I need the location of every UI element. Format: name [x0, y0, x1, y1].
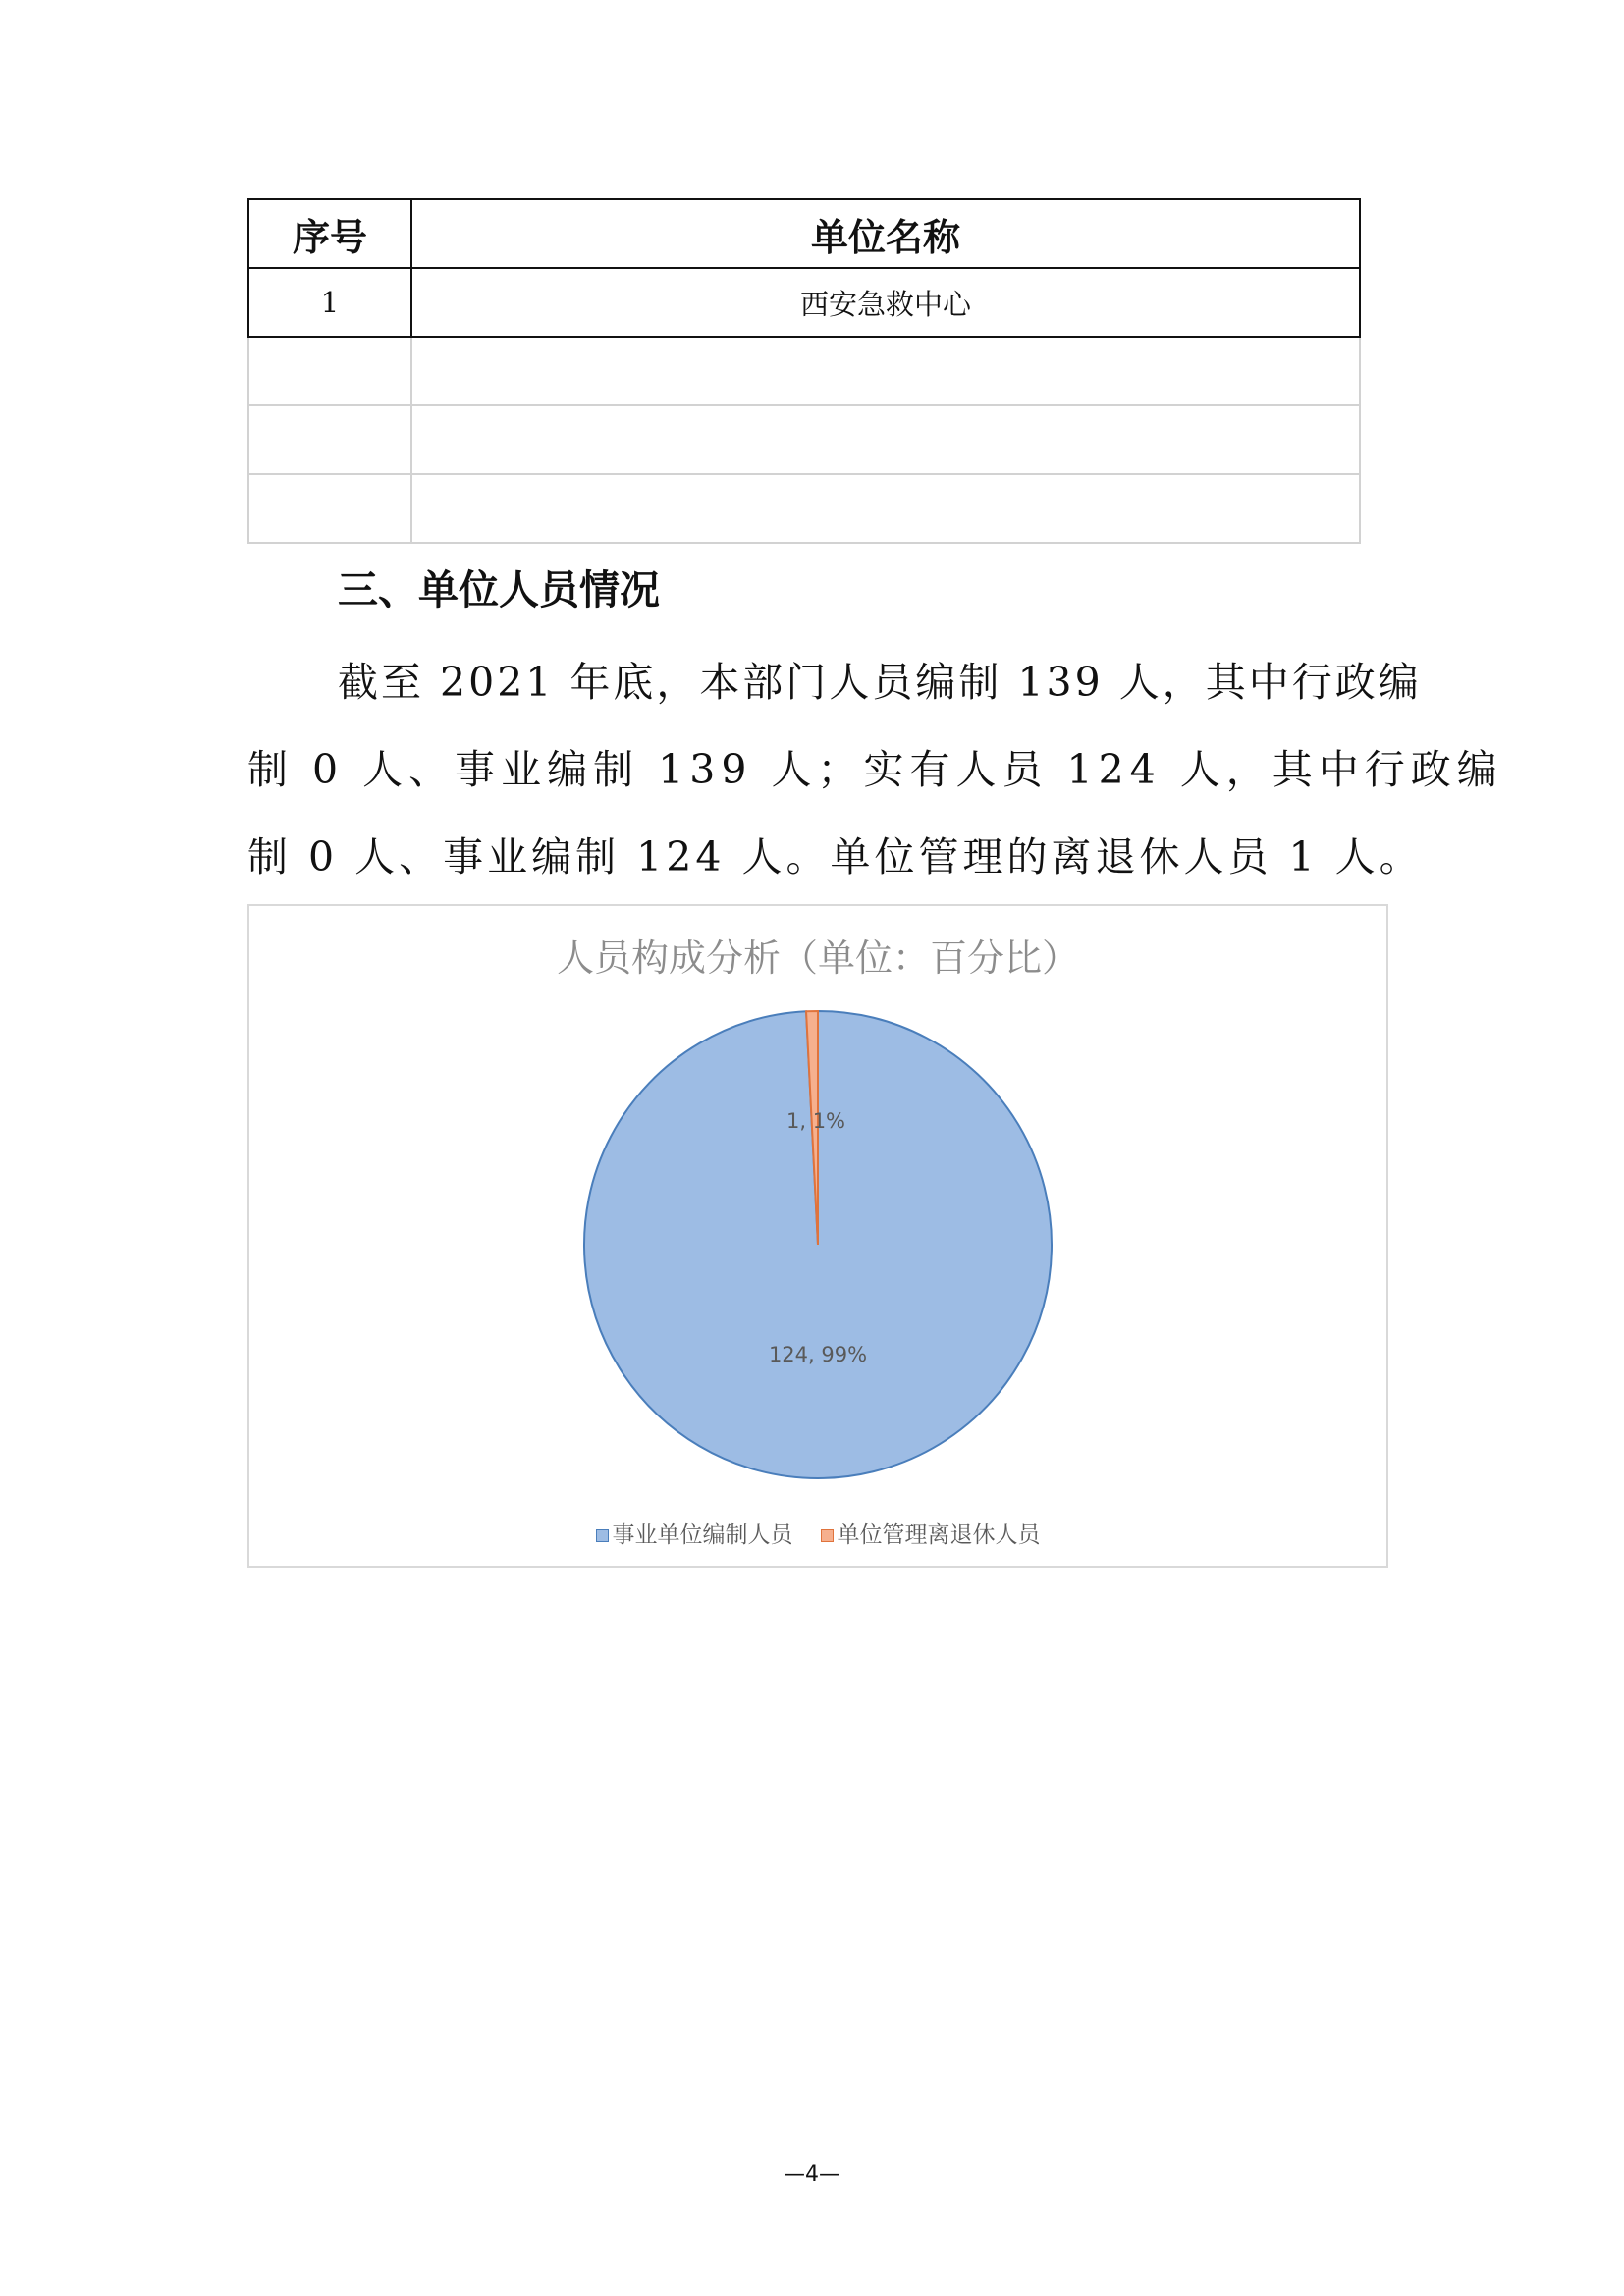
table-cell-empty: [248, 405, 411, 474]
pie-data-label: 124, 99%: [768, 1343, 868, 1366]
row-index: 1: [248, 268, 411, 337]
unit-table: [247, 198, 1361, 544]
pie-plot-area: [249, 906, 1386, 1566]
legend-swatch: [596, 1529, 609, 1542]
table-cell-empty: [411, 474, 1360, 543]
legend-label: 单位管理离退休人员: [837, 1522, 1041, 1548]
table-cell-empty: [411, 337, 1360, 405]
table-cell-empty: [248, 474, 411, 543]
legend-swatch: [821, 1529, 834, 1542]
table-row-empty: [248, 474, 1360, 543]
header-name: 单位名称: [411, 199, 1360, 268]
section-title: 三、单位人员情况: [338, 566, 660, 614]
page-number: —4—: [784, 2163, 840, 2187]
table-row-empty: [248, 405, 1360, 474]
table-header-row: [248, 199, 1360, 268]
pie-data-label: 1, 1%: [785, 1109, 846, 1133]
table-row-empty: [248, 337, 1360, 405]
table-cell-empty: [411, 405, 1360, 474]
pie-chart: [247, 904, 1388, 1568]
legend-item: [821, 1517, 1041, 1549]
row-name: 西安急救中心: [411, 268, 1360, 337]
paragraph-line: 截至 2021 年底，本部门人员编制 139 人，其中行政编: [338, 659, 1422, 706]
header-index: 序号: [248, 199, 411, 268]
paragraph-line: 制 0 人、事业编制 139 人；实有人员 124 人，其中行政编: [247, 746, 1503, 793]
legend-label: 事业单位编制人员: [612, 1522, 793, 1548]
chart-legend: [249, 1517, 1386, 1549]
chart-title: 人员构成分析（单位：百分比）: [556, 936, 1079, 980]
table-cell-empty: [248, 337, 411, 405]
legend-item: [596, 1517, 793, 1549]
paragraph-line: 制 0 人、事业编制 124 人。单位管理的离退休人员 1 人。: [247, 833, 1424, 881]
table-row: [248, 268, 1360, 337]
